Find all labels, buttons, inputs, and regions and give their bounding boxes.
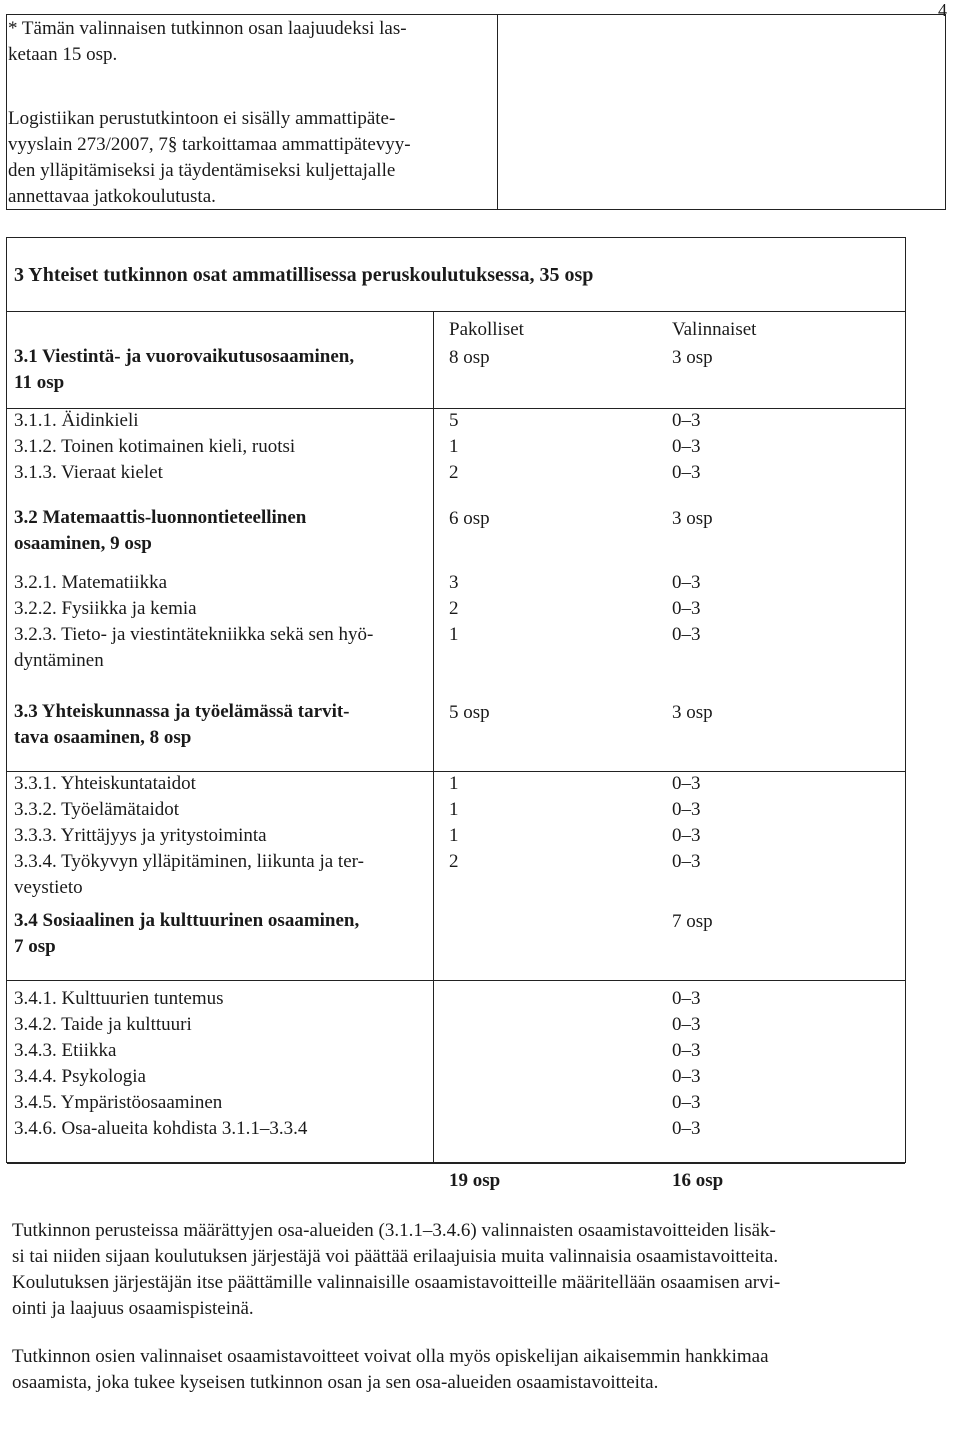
section-valinnaiset: 3 osp	[672, 347, 713, 368]
list-item: 3.2.3. Tieto- ja viestintätekniikka sekä sen hyö-	[14, 624, 374, 645]
col-header-valinnaiset: Valinnaiset	[672, 319, 757, 340]
total-pakolliset: 19 osp	[449, 1170, 501, 1191]
item-value: 0–3	[672, 624, 701, 645]
note-line: Logistiikan perustutkintoon ei sisälly ammattipäte-	[8, 108, 396, 129]
item-value: 2	[449, 851, 459, 872]
list-item: 3.4.6. Osa-alueita kohdista 3.1.1–3.3.4	[14, 1118, 308, 1139]
item-value: 1	[449, 825, 459, 846]
page-number: 4	[938, 0, 947, 20]
list-item: 3.4.4. Psykologia	[14, 1066, 146, 1087]
item-value: 0–3	[672, 773, 701, 794]
section-heading-line: 3.2 Matemaattis-luonnontieteellinen	[14, 507, 307, 528]
item-value: 0–3	[672, 1014, 701, 1035]
section-valinnaiset: 3 osp	[672, 702, 713, 723]
items-valinnaiset	[672, 771, 701, 875]
item-value: 0–3	[672, 410, 701, 431]
paragraph-prior-learning	[12, 1344, 892, 1396]
section-heading-line: tava osaaminen, 8 osp	[14, 727, 192, 748]
list-item: 3.4.5. Ympäristöosaaminen	[14, 1092, 223, 1113]
items-pakolliset	[449, 408, 459, 486]
section-heading-line: 7 osp	[14, 936, 56, 957]
list-item: 3.4.2. Taide ja kulttuuri	[14, 1014, 192, 1035]
list-item: 3.2.1. Matematiikka	[14, 572, 168, 593]
note-line: * Tämän valinnaisen tutkinnon osan laajuudeksi las-	[8, 18, 407, 39]
note-box-divider	[497, 15, 498, 209]
item-value: 0–3	[672, 1040, 701, 1061]
section-heading-line: 3.1 Viestintä- ja vuorovaikutusosaaminen,	[14, 346, 355, 367]
table-rule	[7, 311, 905, 312]
item-value: 0–3	[672, 825, 701, 846]
item-value: 0–3	[672, 572, 701, 593]
item-value: 1	[449, 624, 459, 645]
item-value: 0–3	[672, 436, 701, 457]
items-valinnaiset	[672, 986, 701, 1142]
note-asterisk	[8, 16, 478, 68]
item-value: 0–3	[672, 1092, 701, 1113]
section-heading	[14, 505, 306, 557]
section-heading	[14, 908, 359, 960]
item-value: 1	[449, 436, 459, 457]
section-items	[14, 570, 373, 674]
section-pakolliset: 5 osp	[449, 702, 490, 723]
table-title: 3 Yhteiset tutkinnon osat ammatillisessa peruskoulutuksessa, 35 osp	[14, 264, 594, 286]
item-value: 0–3	[672, 1066, 701, 1087]
note-paragraph	[8, 106, 478, 210]
item-value: 2	[449, 598, 459, 619]
list-item: 3.3.2. Työelämätaidot	[14, 799, 180, 820]
section-items	[14, 986, 307, 1142]
section-heading-line: 3.3 Yhteiskunnassa ja työelämässä tarvit-	[14, 701, 350, 722]
total-valinnaiset: 16 osp	[672, 1170, 724, 1191]
item-value: 0–3	[672, 1118, 701, 1139]
paragraph-optional-goals	[12, 1218, 892, 1322]
list-item: 3.1.1. Äidinkieli	[14, 410, 139, 431]
section-items	[14, 408, 295, 486]
section-pakolliset: 8 osp	[449, 347, 490, 368]
list-item: 3.4.1. Kulttuurien tuntemus	[14, 988, 224, 1009]
section-valinnaiset: 7 osp	[672, 911, 713, 932]
col-header-pakolliset: Pakolliset	[449, 319, 524, 340]
section-valinnaiset: 3 osp	[672, 508, 713, 529]
section-heading	[14, 344, 354, 396]
section-pakolliset: 6 osp	[449, 508, 490, 529]
note-line: ketaan 15 osp.	[8, 44, 118, 65]
table-rule	[7, 1163, 905, 1164]
section-heading-line: 3.4 Sosiaalinen ja kulttuurinen osaaminen,	[14, 910, 360, 931]
list-item: 3.3.4. Työkyvyn ylläpitäminen, liikunta ja ter-	[14, 851, 364, 872]
list-item: 3.2.2. Fysiikka ja kemia	[14, 598, 197, 619]
note-line: vyyslain 273/2007, 7§ tarkoittamaa ammattipätevyy-	[8, 134, 411, 155]
note-line: den ylläpitämiseksi ja täydentämiseksi kuljettajalle	[8, 160, 396, 181]
items-pakolliset	[449, 771, 459, 875]
item-value: 3	[449, 572, 459, 593]
section-heading-line: osaaminen, 9 osp	[14, 533, 152, 554]
section-heading	[14, 699, 350, 751]
list-item: 3.4.3. Etiikka	[14, 1040, 117, 1061]
item-value: 0–3	[672, 799, 701, 820]
paragraph-line: ointi ja laajuus osaamispisteinä.	[12, 1298, 254, 1319]
items-pakolliset	[449, 570, 459, 648]
section-heading-line: 11 osp	[14, 372, 65, 393]
item-value: 5	[449, 410, 459, 431]
items-valinnaiset	[672, 570, 701, 648]
list-item: 3.1.3. Vieraat kielet	[14, 462, 163, 483]
item-value: 0–3	[672, 988, 701, 1009]
items-valinnaiset	[672, 408, 701, 486]
item-value: 0–3	[672, 851, 701, 872]
note-line: annettavaa jatkokoulutusta.	[8, 186, 216, 207]
item-value: 1	[449, 799, 459, 820]
paragraph-line: osaamista, joka tukee kyseisen tutkinnon osan ja sen osa-alueiden osaamistavoitteita.	[12, 1372, 659, 1393]
list-item: 3.3.3. Yrittäjyys ja yritystoiminta	[14, 825, 267, 846]
paragraph-line: si tai niiden sijaan koulutuksen järjestäjä voi päättää erilaajuisia muita valinnaisia osaamistavoitteita.	[12, 1246, 779, 1267]
list-item: veystieto	[14, 877, 83, 898]
item-value: 1	[449, 773, 459, 794]
item-value: 2	[449, 462, 459, 483]
paragraph-line: Tutkinnon osien valinnaiset osaamistavoitteet voivat olla myös opiskelijan aikaisemmin hankkimaa	[12, 1346, 769, 1367]
list-item: 3.1.2. Toinen kotimainen kieli, ruotsi	[14, 436, 296, 457]
item-value: 0–3	[672, 598, 701, 619]
paragraph-line: Koulutuksen järjestäjän itse päättämille valinnaisille osaamistavoitteille määritellään osaamisen arvi-	[12, 1272, 781, 1293]
paragraph-line: Tutkinnon perusteissa määrättyjen osa-alueiden (3.1.1–3.4.6) valinnaisten osaamistavoitteiden lisäk-	[12, 1220, 776, 1241]
list-item: dyntäminen	[14, 650, 104, 671]
table-col-divider	[433, 311, 434, 1162]
list-item: 3.3.1. Yhteiskuntataidot	[14, 773, 196, 794]
table-rule	[7, 980, 905, 981]
section-items	[14, 771, 364, 901]
item-value: 0–3	[672, 462, 701, 483]
